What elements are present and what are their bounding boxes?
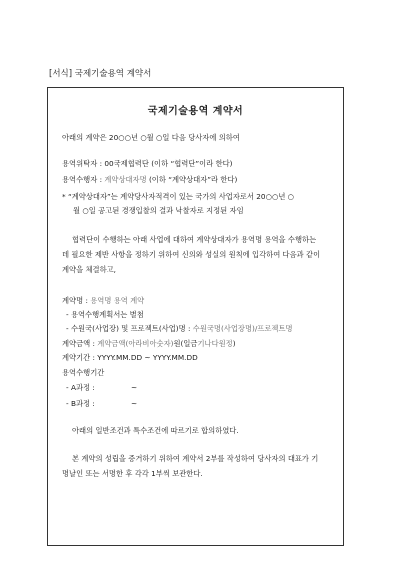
paragraph-line-3: 계약을 체결하고, xyxy=(62,265,116,274)
amount-label: 계약금액 : xyxy=(62,339,98,348)
party-a-value: 00국제협력단 (이하 “협력단”이라 한다) xyxy=(104,159,233,168)
agreement-line: 아래의 일반조건과 특수조건에 따르기로 합의하였다. xyxy=(72,426,239,435)
note-line-1: * “계약상대자”는 계약당사자적격이 있는 국가의 사업자로서 20○○년 ○ xyxy=(62,192,295,201)
contract-name-value: 용역명 용역 계약 xyxy=(90,296,145,305)
period-value: YYYY.MM.DD ~ YYYY.MM.DD xyxy=(97,353,198,362)
party-b-placeholder: 계약상대자명 xyxy=(104,175,147,184)
party-b-label: 용역수행자 : xyxy=(62,175,105,184)
note-line-2: 월 ○일 공고된 경쟁입찰의 결과 낙찰자로 지정된 자임 xyxy=(73,206,244,215)
b-process-line xyxy=(66,399,138,409)
intro-line: 아래의 계약은 20○○년 ○월 ○일 다음 당사자에 의하여 xyxy=(62,133,240,142)
b-process-value: ~ xyxy=(131,399,138,408)
contract-name-line xyxy=(62,296,144,306)
form-label: [서식] 국제기술용역 계약서 xyxy=(49,69,152,79)
contract-name-label: 계약명 : xyxy=(62,296,91,305)
recipient-label: - 수원국(사업장) 및 프로젝트(사업)명 : xyxy=(66,324,193,333)
party-b-value: (이하 “계약상대자”라 한다) xyxy=(146,175,238,184)
witness-line-2: 명날인 또는 서명한 후 각각 1부씩 보관한다. xyxy=(62,469,203,478)
contract-document xyxy=(47,87,344,546)
amount-words: 기나다원정 xyxy=(197,339,233,348)
period-label: 계약기간 : xyxy=(62,353,98,362)
recipient-value: 수원국명(사업장명)/프로젝트명 xyxy=(192,324,293,333)
amount-unit: 원(일금 xyxy=(173,339,198,348)
scope-line: - 용역수행계획서는 별첨 xyxy=(66,310,144,319)
a-process-line xyxy=(66,383,138,393)
period-line xyxy=(62,353,198,363)
document-title: 국제기술용역 계약서 xyxy=(147,106,244,117)
paragraph-line-1: 협력단이 수행하는 아래 사업에 대하여 계약상대자가 용역명 용역을 수행하는 xyxy=(72,235,317,244)
amount-close: ) xyxy=(232,339,236,348)
party-a-label: 용역위탁자 : xyxy=(62,159,105,168)
a-process-label: - A과정 : xyxy=(66,383,95,392)
exec-period-label: 용역수행기간 xyxy=(62,368,105,377)
amount-number: 계약금액(아라비아숫자) xyxy=(97,339,174,348)
witness-line-1: 본 계약의 성립을 증거하기 위하여 계약서 2부를 작성하여 당사자의 대표가 기 xyxy=(72,454,319,463)
paragraph-line-2: 데 필요한 제반 사항을 정하기 위하여 신의와 성실의 원칙에 입각하여 다음과 같이 xyxy=(62,250,321,259)
recipient-line xyxy=(66,324,293,334)
b-process-label: - B과정 : xyxy=(66,399,95,408)
a-process-value: ~ xyxy=(131,383,138,392)
party-a-line xyxy=(62,159,233,169)
party-b-line xyxy=(62,175,237,185)
amount-line xyxy=(62,339,236,349)
